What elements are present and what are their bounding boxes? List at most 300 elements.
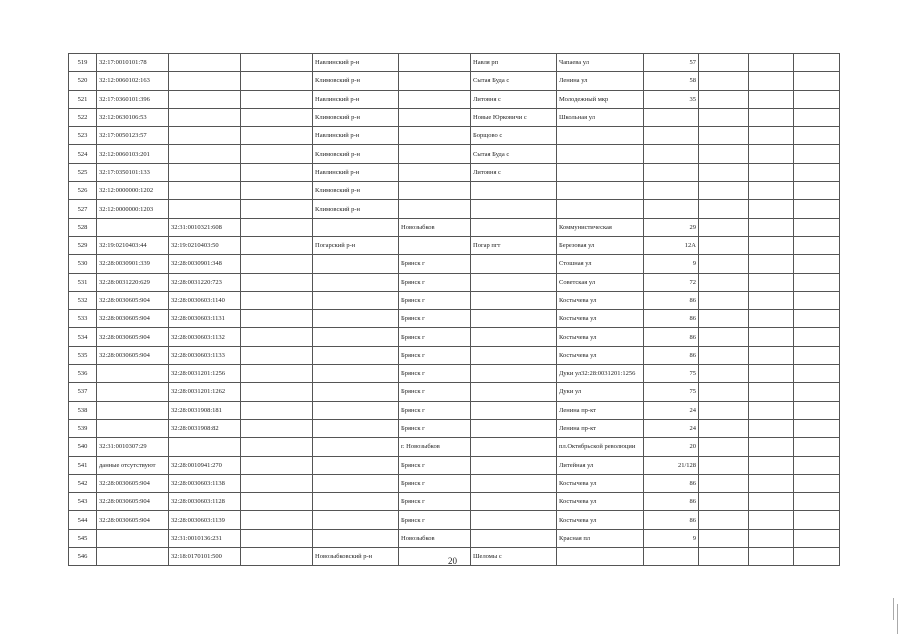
house-number: 75 bbox=[644, 383, 699, 401]
cadastral-number-2: 32:28:0030603:1140 bbox=[169, 291, 241, 309]
cadastral-number-2: 32:28:0010941:270 bbox=[169, 456, 241, 474]
cell-empty bbox=[241, 200, 313, 218]
cell-empty bbox=[749, 273, 794, 291]
district bbox=[313, 255, 399, 273]
cell-empty bbox=[241, 54, 313, 72]
cell-empty bbox=[794, 200, 840, 218]
house-number: 9 bbox=[644, 255, 699, 273]
street bbox=[557, 127, 644, 145]
cell-empty bbox=[241, 273, 313, 291]
cadastral-number-2: 32:28:0031908:181 bbox=[169, 401, 241, 419]
cell-empty bbox=[241, 328, 313, 346]
table-row bbox=[69, 72, 840, 90]
cell-empty bbox=[749, 346, 794, 364]
cell-empty bbox=[241, 182, 313, 200]
city bbox=[399, 236, 471, 254]
settlement: Литовня с bbox=[471, 90, 557, 108]
cell-empty bbox=[699, 419, 749, 437]
cell-empty bbox=[699, 456, 749, 474]
cell-empty bbox=[794, 401, 840, 419]
city bbox=[399, 108, 471, 126]
settlement bbox=[471, 365, 557, 383]
cell-empty bbox=[241, 346, 313, 364]
cell-empty bbox=[794, 419, 840, 437]
cadastral-number-1: 32:28:0030605:904 bbox=[97, 310, 169, 328]
city: Брянск г bbox=[399, 365, 471, 383]
row-number: 544 bbox=[69, 511, 97, 529]
table-row bbox=[69, 54, 840, 72]
house-number: 86 bbox=[644, 511, 699, 529]
table-row bbox=[69, 383, 840, 401]
cadastral-number-2: 32:18:0170101:500 bbox=[169, 548, 241, 566]
table-row bbox=[69, 145, 840, 163]
cadastral-number-2 bbox=[169, 108, 241, 126]
cell-empty bbox=[794, 310, 840, 328]
district bbox=[313, 474, 399, 492]
house-number: 86 bbox=[644, 493, 699, 511]
cell-empty bbox=[794, 108, 840, 126]
row-number: 520 bbox=[69, 72, 97, 90]
district: Новозыбковский р-н bbox=[313, 548, 399, 566]
street: Костычева ул bbox=[557, 310, 644, 328]
house-number: 57 bbox=[644, 54, 699, 72]
table-row bbox=[69, 218, 840, 236]
cell-empty bbox=[699, 54, 749, 72]
cell-empty bbox=[699, 108, 749, 126]
street: Дуки ул bbox=[557, 383, 644, 401]
cell-empty bbox=[241, 456, 313, 474]
cell-empty bbox=[241, 72, 313, 90]
street bbox=[557, 182, 644, 200]
row-number: 533 bbox=[69, 310, 97, 328]
row-number: 521 bbox=[69, 90, 97, 108]
house-number: 24 bbox=[644, 419, 699, 437]
district bbox=[313, 493, 399, 511]
cell-empty bbox=[749, 54, 794, 72]
settlement bbox=[471, 474, 557, 492]
settlement: Сытая Буда с bbox=[471, 72, 557, 90]
row-number: 546 bbox=[69, 548, 97, 566]
street: Красная пл bbox=[557, 529, 644, 547]
district bbox=[313, 511, 399, 529]
house-number: 86 bbox=[644, 310, 699, 328]
cell-empty bbox=[749, 401, 794, 419]
street: Дуки ул32:28:0031201:1256 bbox=[557, 365, 644, 383]
cell-empty bbox=[699, 255, 749, 273]
city: Брянск г bbox=[399, 456, 471, 474]
cadastral-number-2 bbox=[169, 72, 241, 90]
table-row bbox=[69, 182, 840, 200]
street: Березовая ул bbox=[557, 236, 644, 254]
district: Климовский р-н bbox=[313, 72, 399, 90]
cell-empty bbox=[241, 218, 313, 236]
table-row bbox=[69, 401, 840, 419]
district bbox=[313, 346, 399, 364]
cell-empty bbox=[699, 365, 749, 383]
city: Брянск г bbox=[399, 255, 471, 273]
cell-empty bbox=[699, 200, 749, 218]
settlement bbox=[471, 456, 557, 474]
cell-empty bbox=[794, 291, 840, 309]
registry-table bbox=[68, 53, 840, 566]
settlement: Литовня с bbox=[471, 163, 557, 181]
cell-empty bbox=[749, 474, 794, 492]
settlement bbox=[471, 255, 557, 273]
cell-empty bbox=[749, 72, 794, 90]
table-row bbox=[69, 127, 840, 145]
house-number: 86 bbox=[644, 291, 699, 309]
cell-empty bbox=[699, 273, 749, 291]
cadastral-number-1: 32:17:0010101:78 bbox=[97, 54, 169, 72]
table-row bbox=[69, 419, 840, 437]
district bbox=[313, 365, 399, 383]
row-number: 529 bbox=[69, 236, 97, 254]
settlement bbox=[471, 291, 557, 309]
table-row bbox=[69, 493, 840, 511]
settlement: Новые Юрковичи с bbox=[471, 108, 557, 126]
cell-empty bbox=[749, 529, 794, 547]
settlement: Сытая Буда с bbox=[471, 145, 557, 163]
street: Костычева ул bbox=[557, 346, 644, 364]
table-row bbox=[69, 511, 840, 529]
city bbox=[399, 127, 471, 145]
table-row bbox=[69, 346, 840, 364]
table-row bbox=[69, 255, 840, 273]
house-number: 29 bbox=[644, 218, 699, 236]
settlement bbox=[471, 218, 557, 236]
cell-empty bbox=[699, 493, 749, 511]
settlement bbox=[471, 346, 557, 364]
cadastral-number-2: 32:28:0030603:1131 bbox=[169, 310, 241, 328]
table-row bbox=[69, 456, 840, 474]
cell-empty bbox=[749, 255, 794, 273]
cadastral-number-2: 32:28:0031220:723 bbox=[169, 273, 241, 291]
city bbox=[399, 54, 471, 72]
settlement bbox=[471, 419, 557, 437]
cell-empty bbox=[749, 200, 794, 218]
cadastral-number-1 bbox=[97, 218, 169, 236]
city: Брянск г bbox=[399, 511, 471, 529]
cell-empty bbox=[241, 291, 313, 309]
cell-empty bbox=[699, 163, 749, 181]
cell-empty bbox=[699, 438, 749, 456]
cell-empty bbox=[749, 182, 794, 200]
district: Климовский р-н bbox=[313, 182, 399, 200]
district: Климовский р-н bbox=[313, 200, 399, 218]
cell-empty bbox=[794, 145, 840, 163]
table-row bbox=[69, 90, 840, 108]
cadastral-number-1 bbox=[97, 401, 169, 419]
district bbox=[313, 529, 399, 547]
cadastral-number-2 bbox=[169, 182, 241, 200]
street: Литейная ул bbox=[557, 456, 644, 474]
settlement bbox=[471, 200, 557, 218]
cell-empty bbox=[794, 218, 840, 236]
settlement bbox=[471, 511, 557, 529]
settlement bbox=[471, 182, 557, 200]
cell-empty bbox=[749, 511, 794, 529]
cadastral-number-1: 32:17:0050123:57 bbox=[97, 127, 169, 145]
row-number: 539 bbox=[69, 419, 97, 437]
cadastral-number-2: 32:28:0031908:82 bbox=[169, 419, 241, 437]
cadastral-number-1: 32:28:0030605:904 bbox=[97, 511, 169, 529]
house-number bbox=[644, 108, 699, 126]
house-number: 35 bbox=[644, 90, 699, 108]
district bbox=[313, 438, 399, 456]
cadastral-number-2: 32:28:0030603:1138 bbox=[169, 474, 241, 492]
street: Молодежный мкр bbox=[557, 90, 644, 108]
district bbox=[313, 401, 399, 419]
cell-empty bbox=[241, 493, 313, 511]
cell-empty bbox=[241, 529, 313, 547]
row-number: 530 bbox=[69, 255, 97, 273]
cell-empty bbox=[241, 474, 313, 492]
settlement bbox=[471, 273, 557, 291]
house-number bbox=[644, 127, 699, 145]
cell-empty bbox=[241, 145, 313, 163]
cell-empty bbox=[241, 90, 313, 108]
table-row bbox=[69, 365, 840, 383]
table-row bbox=[69, 200, 840, 218]
cell-empty bbox=[794, 255, 840, 273]
table-row bbox=[69, 474, 840, 492]
cell-empty bbox=[749, 291, 794, 309]
street: Костычева ул bbox=[557, 328, 644, 346]
cell-empty bbox=[241, 419, 313, 437]
cell-empty bbox=[794, 529, 840, 547]
street: Костычева ул bbox=[557, 511, 644, 529]
cell-empty bbox=[794, 182, 840, 200]
settlement: Борщово с bbox=[471, 127, 557, 145]
city: Новозыбков bbox=[399, 529, 471, 547]
cell-empty bbox=[749, 383, 794, 401]
row-number: 527 bbox=[69, 200, 97, 218]
cell-empty bbox=[699, 511, 749, 529]
row-number: 519 bbox=[69, 54, 97, 72]
cell-empty bbox=[794, 346, 840, 364]
house-number: 20 bbox=[644, 438, 699, 456]
street: Ленина пр-кт bbox=[557, 401, 644, 419]
row-number: 538 bbox=[69, 401, 97, 419]
street: Ленина пр-кт bbox=[557, 419, 644, 437]
street: Костычева ул bbox=[557, 493, 644, 511]
cell-empty bbox=[699, 72, 749, 90]
city: Брянск г bbox=[399, 383, 471, 401]
table-row bbox=[69, 236, 840, 254]
city bbox=[399, 72, 471, 90]
house-number: 86 bbox=[644, 346, 699, 364]
city: Брянск г bbox=[399, 328, 471, 346]
cadastral-number-1: данные отсутствуют bbox=[97, 456, 169, 474]
cell-empty bbox=[749, 438, 794, 456]
cadastral-number-1: 32:28:0030605:904 bbox=[97, 346, 169, 364]
cell-empty bbox=[749, 145, 794, 163]
cell-empty bbox=[794, 72, 840, 90]
cadastral-number-2 bbox=[169, 127, 241, 145]
cell-empty bbox=[749, 218, 794, 236]
cell-empty bbox=[749, 493, 794, 511]
registry-table-body bbox=[69, 54, 840, 566]
house-number bbox=[644, 163, 699, 181]
cell-empty bbox=[241, 127, 313, 145]
city bbox=[399, 90, 471, 108]
district bbox=[313, 291, 399, 309]
settlement: Шеломы с bbox=[471, 548, 557, 566]
house-number bbox=[644, 182, 699, 200]
cell-empty bbox=[749, 456, 794, 474]
district: Погарский р-н bbox=[313, 236, 399, 254]
cadastral-number-1 bbox=[97, 365, 169, 383]
cadastral-number-2 bbox=[169, 145, 241, 163]
city: Брянск г bbox=[399, 474, 471, 492]
cell-empty bbox=[794, 90, 840, 108]
cell-empty bbox=[749, 365, 794, 383]
cell-empty bbox=[699, 401, 749, 419]
house-number: 24 bbox=[644, 401, 699, 419]
row-number: 536 bbox=[69, 365, 97, 383]
row-number: 525 bbox=[69, 163, 97, 181]
settlement: Навля рп bbox=[471, 54, 557, 72]
district: Навлинский р-н bbox=[313, 163, 399, 181]
cell-empty bbox=[794, 163, 840, 181]
cell-empty bbox=[699, 474, 749, 492]
cell-empty bbox=[794, 236, 840, 254]
cadastral-number-1: 32:28:0031220:629 bbox=[97, 273, 169, 291]
street: Коммунистическая bbox=[557, 218, 644, 236]
cadastral-number-2: 32:19:0210403:50 bbox=[169, 236, 241, 254]
district: Навлинский р-н bbox=[313, 54, 399, 72]
cell-empty bbox=[699, 236, 749, 254]
row-number: 543 bbox=[69, 493, 97, 511]
house-number: 75 bbox=[644, 365, 699, 383]
cadastral-number-1: 32:12:0060102:163 bbox=[97, 72, 169, 90]
cell-empty bbox=[699, 218, 749, 236]
cadastral-number-1: 32:17:0350101:133 bbox=[97, 163, 169, 181]
table-row bbox=[69, 291, 840, 309]
street bbox=[557, 145, 644, 163]
cadastral-number-1: 32:28:0030605:904 bbox=[97, 328, 169, 346]
cadastral-number-1: 32:28:0030605:904 bbox=[97, 474, 169, 492]
cell-empty bbox=[699, 328, 749, 346]
row-number: 531 bbox=[69, 273, 97, 291]
cadastral-number-1: 32:12:0000000:1202 bbox=[97, 182, 169, 200]
cell-empty bbox=[241, 401, 313, 419]
cell-empty bbox=[749, 163, 794, 181]
cadastral-number-2: 32:28:0031201:1262 bbox=[169, 383, 241, 401]
house-number: 21/128 bbox=[644, 456, 699, 474]
cell-empty bbox=[794, 493, 840, 511]
city: Брянск г bbox=[399, 291, 471, 309]
cell-empty bbox=[699, 291, 749, 309]
settlement bbox=[471, 310, 557, 328]
cell-empty bbox=[241, 163, 313, 181]
cadastral-number-1: 32:31:0010307:29 bbox=[97, 438, 169, 456]
row-number: 545 bbox=[69, 529, 97, 547]
city bbox=[399, 200, 471, 218]
cell-empty bbox=[241, 511, 313, 529]
table-row bbox=[69, 163, 840, 181]
cadastral-number-2: 32:28:0030603:1128 bbox=[169, 493, 241, 511]
district bbox=[313, 218, 399, 236]
cell-empty bbox=[699, 529, 749, 547]
cadastral-number-1: 32:12:0000000:1203 bbox=[97, 200, 169, 218]
cell-empty bbox=[699, 90, 749, 108]
street: Школьная ул bbox=[557, 108, 644, 126]
city bbox=[399, 182, 471, 200]
row-number: 528 bbox=[69, 218, 97, 236]
cadastral-number-2 bbox=[169, 163, 241, 181]
cadastral-number-1: 32:28:0030605:904 bbox=[97, 493, 169, 511]
cell-empty bbox=[794, 456, 840, 474]
house-number bbox=[644, 145, 699, 163]
city: Брянск г bbox=[399, 419, 471, 437]
cell-empty bbox=[749, 90, 794, 108]
cell-empty bbox=[749, 127, 794, 145]
district: Навлинский р-н bbox=[313, 90, 399, 108]
house-number bbox=[644, 200, 699, 218]
street: пл.Октябрьской революции bbox=[557, 438, 644, 456]
settlement bbox=[471, 438, 557, 456]
cell-empty bbox=[794, 273, 840, 291]
house-number: 86 bbox=[644, 474, 699, 492]
city: Брянск г bbox=[399, 346, 471, 364]
cadastral-number-2: 32:31:0010321:608 bbox=[169, 218, 241, 236]
cadastral-number-2 bbox=[169, 438, 241, 456]
cell-empty bbox=[241, 236, 313, 254]
scan-mark bbox=[897, 604, 898, 634]
table-row bbox=[69, 529, 840, 547]
city: Брянск г bbox=[399, 401, 471, 419]
cell-empty bbox=[241, 310, 313, 328]
street bbox=[557, 200, 644, 218]
row-number: 541 bbox=[69, 456, 97, 474]
settlement bbox=[471, 401, 557, 419]
cadastral-number-1 bbox=[97, 419, 169, 437]
settlement bbox=[471, 493, 557, 511]
house-number: 9 bbox=[644, 529, 699, 547]
cell-empty bbox=[749, 108, 794, 126]
cadastral-number-1: 32:28:0030605:904 bbox=[97, 291, 169, 309]
cell-empty bbox=[794, 474, 840, 492]
table-row bbox=[69, 108, 840, 126]
cell-empty bbox=[241, 383, 313, 401]
house-number: 72 bbox=[644, 273, 699, 291]
row-number: 537 bbox=[69, 383, 97, 401]
cadastral-number-2 bbox=[169, 90, 241, 108]
cadastral-number-1: 32:12:0060103:201 bbox=[97, 145, 169, 163]
house-number: 58 bbox=[644, 72, 699, 90]
cell-empty bbox=[699, 310, 749, 328]
cell-empty bbox=[699, 383, 749, 401]
row-number: 524 bbox=[69, 145, 97, 163]
district bbox=[313, 383, 399, 401]
house-number: 12А bbox=[644, 236, 699, 254]
row-number: 535 bbox=[69, 346, 97, 364]
cell-empty bbox=[794, 365, 840, 383]
city: г. Новозыбков bbox=[399, 438, 471, 456]
street: Костычева ул bbox=[557, 474, 644, 492]
table-row bbox=[69, 310, 840, 328]
street: Советская ул bbox=[557, 273, 644, 291]
row-number: 540 bbox=[69, 438, 97, 456]
settlement bbox=[471, 529, 557, 547]
table-row bbox=[69, 273, 840, 291]
scan-mark bbox=[893, 598, 894, 620]
cell-empty bbox=[749, 310, 794, 328]
house-number: 86 bbox=[644, 328, 699, 346]
street: Ленина ул bbox=[557, 72, 644, 90]
cell-empty bbox=[794, 54, 840, 72]
